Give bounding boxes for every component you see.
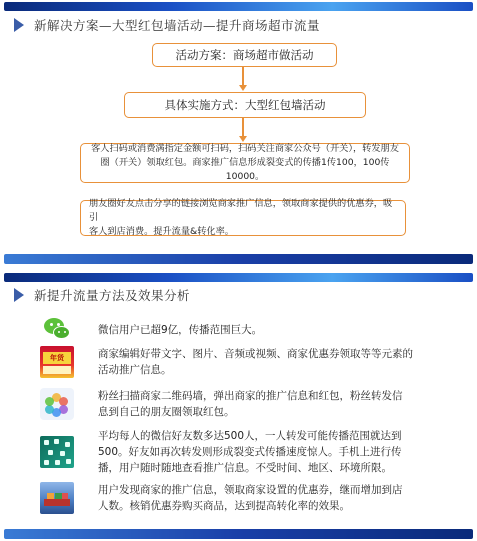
list-item	[40, 388, 459, 420]
section-title: 新提升流量方法及效果分析	[34, 288, 191, 303]
flow-step-label: 具体实施方式：大型红包墙活动	[164, 98, 326, 112]
flow-step-text: 客人扫码或消费满指定金额可扫码，扫码关注商家公众号（开关），转发朋友	[91, 143, 399, 154]
item-text: 平均每人的微信好友数多达500人，一人转发可能传播范围就达到	[98, 430, 402, 442]
item-text: 息到自己的朋友圈领取红包。	[98, 406, 235, 418]
header-bar	[4, 2, 473, 11]
section-header	[14, 15, 320, 35]
flow-step-text: 客人到店消费。提升流量&转化率。	[89, 226, 234, 237]
list-item	[40, 428, 459, 476]
flow-step-share	[80, 200, 406, 236]
wechat-icon	[40, 314, 74, 346]
solution-panel	[0, 0, 477, 266]
list-item	[40, 314, 459, 346]
footer-bar	[4, 529, 473, 539]
footer-bar	[4, 254, 473, 264]
network-icon	[40, 436, 74, 468]
analysis-panel	[0, 272, 477, 541]
item-text: 播，用户随时随地查看推广信息。不受时间、地区、环境所限。	[98, 462, 392, 474]
item-text: 用户发现商家的推广信息，领取商家设置的优惠券，继而增加到店	[98, 484, 403, 496]
item-text: 商家编辑好带文字、图片、音频或视频、商家优惠券领取等等元素的	[98, 348, 413, 360]
flow-step-label: 活动方案：商场超市做活动	[175, 48, 314, 62]
flow-step-plan	[152, 43, 337, 67]
list-item	[40, 482, 459, 514]
item-text: 微信用户已超9亿，传播范围巨大。	[98, 324, 263, 336]
promotion-poster-icon: 年货	[40, 346, 74, 378]
flow-step-text: 朋友圈好友点击分享的链接浏览商家推广信息，领取商家提供的优惠券，吸引	[89, 198, 393, 223]
list-item	[40, 346, 459, 378]
item-text: 500。好友如再次转发则形成裂变式传播速度惊人。手机上进行传	[98, 446, 402, 458]
item-text: 粉丝扫描商家二维码墙，弹出商家的推广信息和红包，粉丝转发信	[98, 390, 403, 402]
section-title: 新解决方案—大型红包墙活动—提升商场超市流量	[34, 18, 321, 33]
item-text: 人数。核销优惠券购买商品，达到提高转化率的效果。	[98, 500, 350, 512]
flow-step-method	[124, 92, 366, 118]
flow-step-scan	[80, 143, 410, 183]
triangle-marker-icon	[14, 288, 24, 302]
triangle-marker-icon	[14, 18, 24, 32]
flow-step-text: 圈（开关）领取红包。商家推广信息形成裂变式的传播1传100，100传10000。	[100, 157, 390, 182]
cargo-ship-icon	[40, 482, 74, 514]
item-text: 活动推广信息。	[98, 364, 172, 376]
header-bar	[4, 273, 473, 282]
photo-gallery-icon	[40, 388, 74, 420]
section-header	[14, 285, 190, 305]
